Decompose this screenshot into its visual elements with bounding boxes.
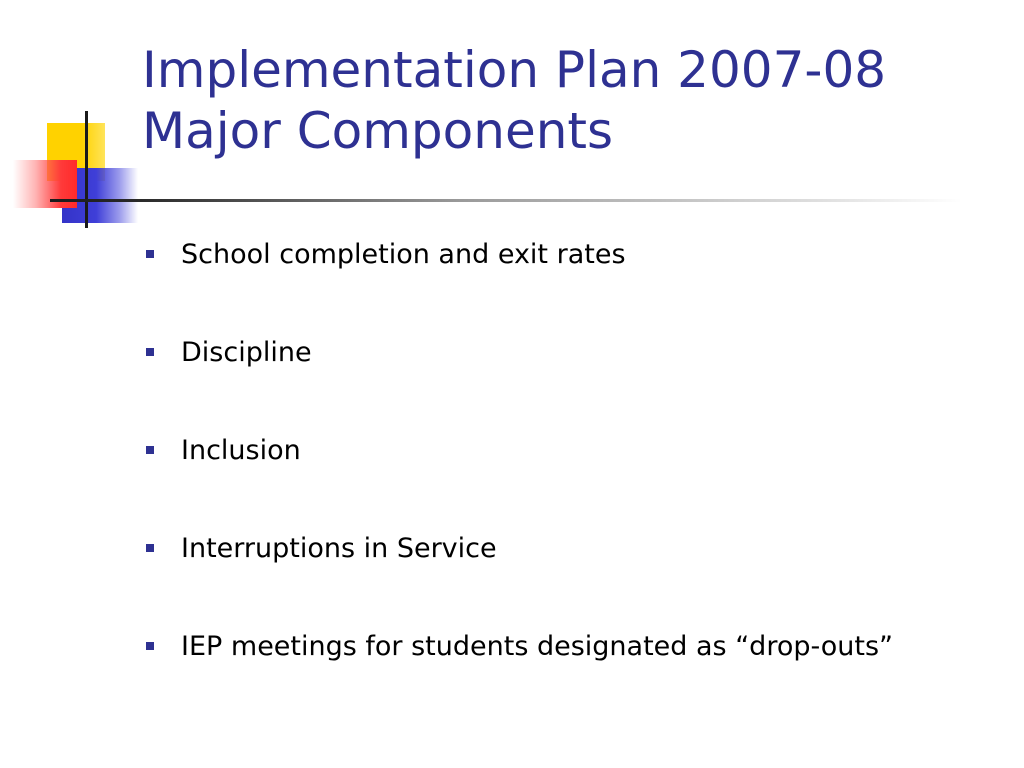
- slide-title-line-2: Major Components: [142, 102, 614, 160]
- bullet-item: [146, 330, 1006, 374]
- square-bullet-icon: [146, 348, 154, 356]
- title-underline: [50, 199, 962, 202]
- bullet-text: School completion and exit rates: [181, 238, 626, 270]
- square-bullet-icon: [146, 250, 154, 258]
- bullet-text: IEP meetings for students designated as “drop-outs”: [181, 630, 894, 662]
- square-bullet-icon: [146, 446, 154, 454]
- slide-title: [142, 40, 1002, 162]
- square-bullet-icon: [146, 544, 154, 552]
- decorative-vertical-line: [85, 111, 88, 228]
- square-bullet-icon: [146, 642, 154, 650]
- bullet-list: [146, 232, 1006, 722]
- bullet-text: Interruptions in Service: [181, 532, 497, 564]
- bullet-item: [146, 232, 1006, 276]
- bullet-text: Discipline: [181, 336, 312, 368]
- slide-title-line-1: Implementation Plan 2007-08: [142, 41, 887, 99]
- bullet-item: [146, 526, 1006, 570]
- bullet-item: [146, 428, 1006, 472]
- bullet-text: Inclusion: [181, 434, 301, 466]
- bullet-item: [146, 624, 1006, 668]
